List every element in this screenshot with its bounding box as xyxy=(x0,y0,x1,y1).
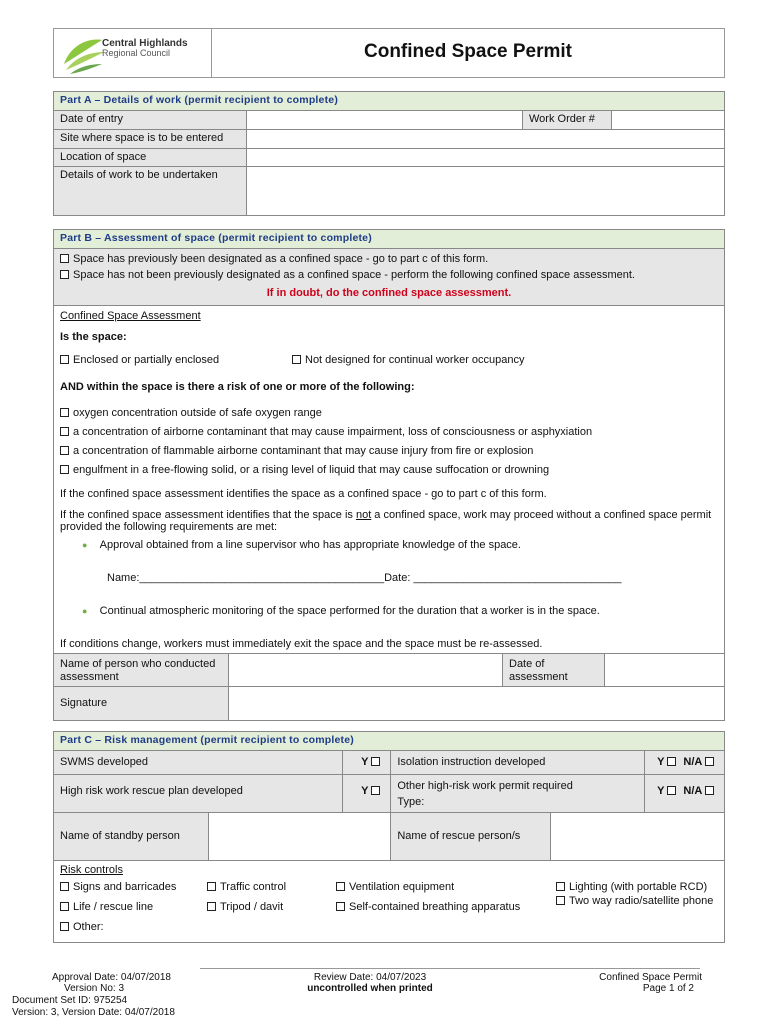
rescue-plan-label: High risk work rescue plan developed xyxy=(54,775,343,813)
risk-checkbox[interactable] xyxy=(60,408,69,417)
page-title: Confined Space Permit xyxy=(364,41,572,62)
doubt-warning: If in doubt, do the confined space assessment. xyxy=(266,287,512,299)
lighting-checkbox[interactable] xyxy=(556,882,565,891)
rescue-person-field[interactable] xyxy=(551,813,725,861)
swms-yes-checkbox[interactable] xyxy=(371,757,380,766)
risk-item: a concentration of airborne contaminant that may cause impairment, loss of consciousness or asphyxiation xyxy=(73,426,593,438)
is-the-space: Is the space: xyxy=(60,331,127,343)
leaf-logo-icon xyxy=(62,34,106,74)
risk-checkbox[interactable] xyxy=(60,427,69,436)
part-c-table: Part C – Risk management (permit recipient to complete) SWMS developed Y Isolation instruction developed Y N/A High risk work rescue plan developed Y Other high-risk work permit required Type: Y N/A Name of standby person Name of rescue person/s Risk controls Signs and barricades Traffic control Ventilation equipment Lighting (with portable RCD) Life / rescue line Tripod / davit Self-contained breathing apparatus Two way radio/satellite phone Other: xyxy=(53,731,725,943)
scba-label: Self-contained breathing apparatus xyxy=(349,901,521,913)
council-logo xyxy=(54,29,212,77)
not-designed-checkbox[interactable] xyxy=(292,355,301,364)
bullet-icon: ● xyxy=(82,540,88,550)
not-designed-label: Not designed for continual worker occupancy xyxy=(305,354,525,366)
isolation-yes-checkbox[interactable] xyxy=(667,757,676,766)
standby-field[interactable] xyxy=(209,813,391,861)
logo-name: Central Highlands xyxy=(102,38,188,49)
page-number: Page 1 of 2 xyxy=(642,983,694,994)
enclosed-label: Enclosed or partially enclosed xyxy=(73,354,220,366)
name-date-line[interactable]: Name:________________________________________Date: __________________________________ xyxy=(107,572,622,584)
traffic-label: Traffic control xyxy=(220,881,287,893)
part-c-heading: Part C – Risk management (permit recipient to complete) xyxy=(54,732,725,751)
and-within-heading: AND within the space is there a risk of one or more of the following: xyxy=(60,381,415,393)
if-not-text: If the confined space assessment identifies that the space is not a confined space, work may proceed without a confined space permit provided the following requirements are met: xyxy=(60,509,712,533)
monitoring-bullet: Continual atmospheric monitoring of the space performed for the duration that a worker is in the space. xyxy=(99,605,600,617)
signature-label: Signature xyxy=(54,687,229,721)
work-order-field[interactable] xyxy=(612,111,725,130)
signature-field[interactable] xyxy=(229,687,725,721)
not-designated-checkbox[interactable] xyxy=(60,270,69,279)
details-field[interactable] xyxy=(247,167,725,216)
part-b-table xyxy=(53,229,725,721)
scba-checkbox[interactable] xyxy=(336,902,345,911)
life-line-checkbox[interactable] xyxy=(60,902,69,911)
lighting-label: Lighting (with portable RCD) xyxy=(569,881,708,893)
date-assessment-label: Date of assessment xyxy=(503,654,605,687)
rescue-person-label: Name of rescue person/s xyxy=(391,813,551,861)
date-assessment-field[interactable] xyxy=(605,654,725,687)
date-of-entry-label: Date of entry xyxy=(54,111,247,130)
date-of-entry-field[interactable] xyxy=(247,111,523,130)
tripod-checkbox[interactable] xyxy=(207,902,216,911)
if-conditions-text: If conditions change, workers must immediately exit the space and the space must be re-assessed. xyxy=(60,638,543,650)
risk-checkbox[interactable] xyxy=(60,446,69,455)
radio-label: Two way radio/satellite phone xyxy=(569,895,714,907)
other-checkbox[interactable] xyxy=(60,922,69,931)
life-line-label: Life / rescue line xyxy=(73,901,154,913)
part-a-heading: Part A – Details of work (permit recipient to complete) xyxy=(54,92,725,111)
footer-permit-name: Confined Space Permit xyxy=(599,972,702,983)
signs-label: Signs and barricades xyxy=(73,881,177,893)
logo-subname: Regional Council xyxy=(102,48,171,58)
details-label: Details of work to be undertaken xyxy=(54,167,247,216)
approval-bullet: Approval obtained from a line supervisor who has appropriate knowledge of the space. xyxy=(99,539,521,551)
risk-item: engulfment in a free-flowing solid, or a rising level of liquid that may cause suffocation or drowning xyxy=(73,464,550,476)
part-b-heading: Part B – Assessment of space (permit recipient to complete) xyxy=(54,230,725,249)
risk-checkbox[interactable] xyxy=(60,465,69,474)
risk-item: oxygen concentration outside of safe oxygen range xyxy=(73,407,322,419)
work-order-label: Work Order # xyxy=(523,111,612,130)
rescue-plan-yes-checkbox[interactable] xyxy=(371,786,380,795)
assessment-title: Confined Space Assessment xyxy=(60,310,201,322)
location-field[interactable] xyxy=(247,149,725,167)
other-permit-label: Other high-risk work permit required xyxy=(397,780,573,792)
swms-label: SWMS developed xyxy=(54,751,343,775)
footer-rule xyxy=(200,968,700,969)
enclosed-checkbox[interactable] xyxy=(60,355,69,364)
isolation-label: Isolation instruction developed xyxy=(391,751,645,775)
part-a-table xyxy=(53,91,725,216)
other-permit-na-checkbox[interactable] xyxy=(705,786,714,795)
ventilation-label: Ventilation equipment xyxy=(349,881,455,893)
traffic-checkbox[interactable] xyxy=(207,882,216,891)
ventilation-checkbox[interactable] xyxy=(336,882,345,891)
if-identifies-text: If the confined space assessment identifies the space as a confined space - go to part c of this form. xyxy=(60,488,547,500)
form-header xyxy=(53,28,725,78)
site-field[interactable] xyxy=(247,130,725,149)
review-date: Review Date: 04/07/2023 xyxy=(313,972,427,983)
other-permit-yes-checkbox[interactable] xyxy=(667,786,676,795)
location-label: Location of space xyxy=(54,149,247,167)
uncontrolled-note: uncontrolled when printed xyxy=(307,983,433,994)
designated-checkbox[interactable] xyxy=(60,254,69,263)
version-date: Version: 3, Version Date: 04/07/2018 xyxy=(12,1007,175,1018)
tripod-label: Tripod / davit xyxy=(220,901,284,913)
site-label: Site where space is to be entered xyxy=(54,130,247,149)
other-label: Other: xyxy=(73,921,104,933)
approval-date: Approval Date: 04/07/2018 xyxy=(52,972,171,983)
risk-item: a concentration of flammable airborne contaminant that may cause injury from fire or explosion xyxy=(73,445,534,457)
bullet-icon: ● xyxy=(82,606,88,616)
signs-checkbox[interactable] xyxy=(60,882,69,891)
risk-controls-title: Risk controls xyxy=(60,864,123,876)
radio-checkbox[interactable] xyxy=(556,896,565,905)
document-set-id: Document Set ID: 975254 xyxy=(12,995,128,1006)
name-person-field[interactable] xyxy=(229,654,503,687)
designated-option: Space has previously been designated as a confined space - go to part c of this form. xyxy=(73,253,489,265)
type-label: Type: xyxy=(397,796,425,808)
isolation-na-checkbox[interactable] xyxy=(705,757,714,766)
not-designated-option: Space has not been previously designated as a confined space - perform the following confined space assessment. xyxy=(73,269,635,281)
name-person-label: Name of person who conducted assessment xyxy=(54,654,229,687)
version-no: Version No: 3 xyxy=(64,983,125,994)
standby-label: Name of standby person xyxy=(54,813,209,861)
